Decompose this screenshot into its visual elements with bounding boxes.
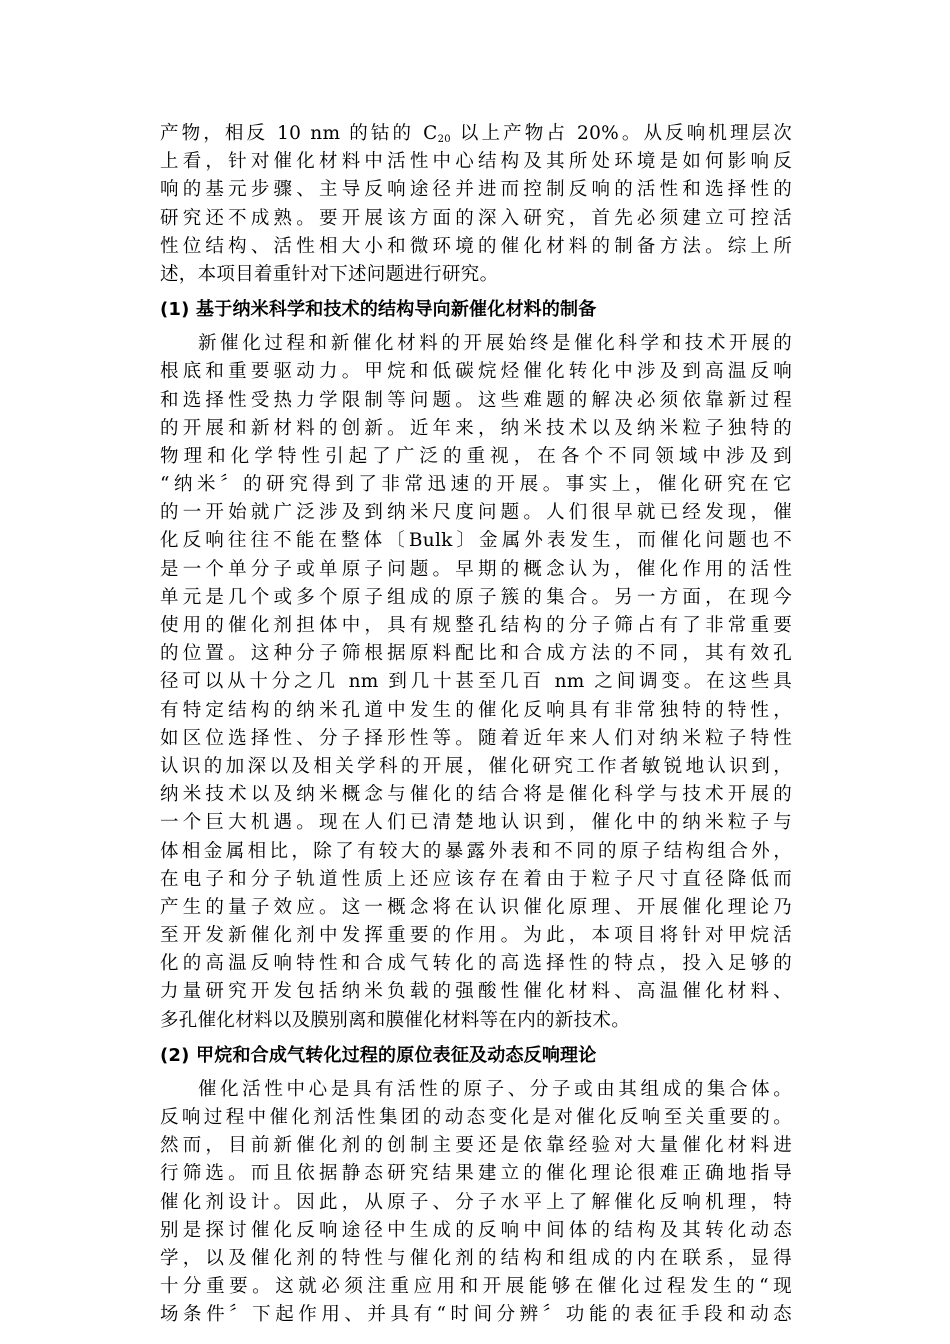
text-line: 和选择性受热力学限制等问题。这些难题的解决必须依靠新过程 xyxy=(160,389,792,411)
text-line: 反响过程中催化剂活性集团的动态变化是对催化反响至关重要的。 xyxy=(160,1107,792,1128)
text-line: 产物，相反 10 nm 的钴的 $C_{20}$ 以上产物占 20%。从反响机理层次 xyxy=(160,123,792,145)
text-line: 学，以及催化剂的特性与催化剂的结构和组成的内在联系，显得 xyxy=(160,1247,792,1269)
text-line: 径可以从十分之几 nm 到几十甚至几百 nm 之间调变。在这些具 xyxy=(160,671,792,693)
text-line: 有特定结构的纳米孔道中发生的催化反响具有非常独特的特性， xyxy=(160,699,792,721)
text-line: “纳米〞的研究得到了非常迅速的开展。事实上，催化研究在它 xyxy=(160,474,792,496)
text-line: 单元是几个或多个原子组成的原子簇的集合。另一方面，在现今 xyxy=(160,586,792,608)
text-line: 场条件〞下起作用、并具有“时间分辨〞功能的表征手段和动态 xyxy=(160,1304,792,1326)
text-line: 认识的加深以及相关学科的开展，催化研究工作者敏锐地认识到， xyxy=(160,755,792,777)
text-line: 一个巨大机遇。现在人们已清楚地认识到，催化中的纳米粒子与 xyxy=(160,812,792,834)
text-line: 是一个单分子或单原子问题。早期的概念认为，催化作用的活性 xyxy=(160,558,792,580)
text-line: 上看，针对催化材料中活性中心结构及其所处环境是如何影响反 xyxy=(160,151,792,173)
text-line: 别是探讨催化反响途径中生成的反响中间体的结构及其转化动态 xyxy=(160,1219,792,1241)
text-line: 根底和重要驱动力。甲烷和低碳烷烃催化转化中涉及到高温反响 xyxy=(160,361,792,383)
text-line: 催化剂设计。因此，从原子、分子水平上了解催化反响机理，特 xyxy=(160,1191,792,1213)
text-line: 研究还不成熟。要开展该方面的深入研究，首先必须建立可控活 xyxy=(160,207,792,229)
text-line: 行筛选。而且依据静态研究结果建立的催化理论很难正确地指导 xyxy=(160,1163,792,1185)
text-line: 纳米技术以及纳米概念与催化的结合将是催化科学与技术开展的 xyxy=(160,784,792,806)
text-line: 述，本项目着重针对下述问题进行研究。 xyxy=(160,263,499,285)
text-line: 在电子和分子轨道性质上还应该存在着由于粒子尺寸直径降低而 xyxy=(160,868,792,890)
section-heading-2: (2) 甲烷和合成气转化过程的原位表征及动态反响理论 xyxy=(160,1044,597,1066)
text-line: 力量研究开发包括纳米负载的强酸性催化材料、高温催化材料、 xyxy=(160,981,792,1003)
text-line: 如区位选择性、分子择形性等。随着近年来人们对纳米粒子特性 xyxy=(160,727,792,749)
text-line: 物理和化学特性引起了广泛的重视，在各个不同领域中涉及到 xyxy=(160,445,792,467)
text-line: 的开展和新材料的创新。近年来，纳米技术以及纳米粒子独特的 xyxy=(160,417,792,439)
text-line: 化的高温反响特性和合成气转化的高选择性的特点，投入足够的 xyxy=(160,953,792,975)
text-line: 性位结构、活性相大小和微环境的催化材料的制备方法。综上所 xyxy=(160,235,792,257)
text-line: 的位置。这种分子筛根据原料配比和合成方法的不同，其有效孔 xyxy=(160,643,792,665)
text-line: 多孔催化材料以及膜别离和膜催化材料等在内的新技术。 xyxy=(160,1009,631,1031)
document-body xyxy=(160,120,792,1330)
text-line: 的一开始就广泛涉及到纳米尺度问题。人们很早就已经发现，催 xyxy=(160,502,792,524)
text-line: 化反响往往不能在整体〔Bulk〕金属外表发生，而催化问题也不 xyxy=(160,530,792,552)
text-line: 响的基元步骤、主导反响途径并进而控制反响的活性和选择性的 xyxy=(160,179,792,201)
text-line: 催化活性中心是具有活性的原子、分子或由其组成的集合体。 xyxy=(198,1078,792,1100)
text-line: 产生的量子效应。这一概念将在认识催化原理、开展催化理论乃 xyxy=(160,896,792,918)
text-line: 体相金属相比，除了有较大的暴露外表和不同的原子结构组合外， xyxy=(160,840,792,862)
text-line: 使用的催化剂担体中，具有规整孔结构的分子筛占有了非常重要 xyxy=(160,615,792,636)
section-heading-1: (1) 基于纳米科学和技术的结构导向新催化材料的制备 xyxy=(160,299,597,321)
text-line: 至开发新催化剂中发挥重要的作用。为此，本项目将针对甲烷活 xyxy=(160,925,792,947)
text-line: 然而，目前新催化剂的创制主要还是依靠经验对大量催化材料进 xyxy=(160,1135,792,1157)
text-line: 十分重要。这就必须注重应用和开展能够在催化过程发生的“现 xyxy=(160,1276,792,1298)
text-line: 新催化过程和新催化材料的开展始终是催化科学和技术开展的 xyxy=(198,333,792,355)
